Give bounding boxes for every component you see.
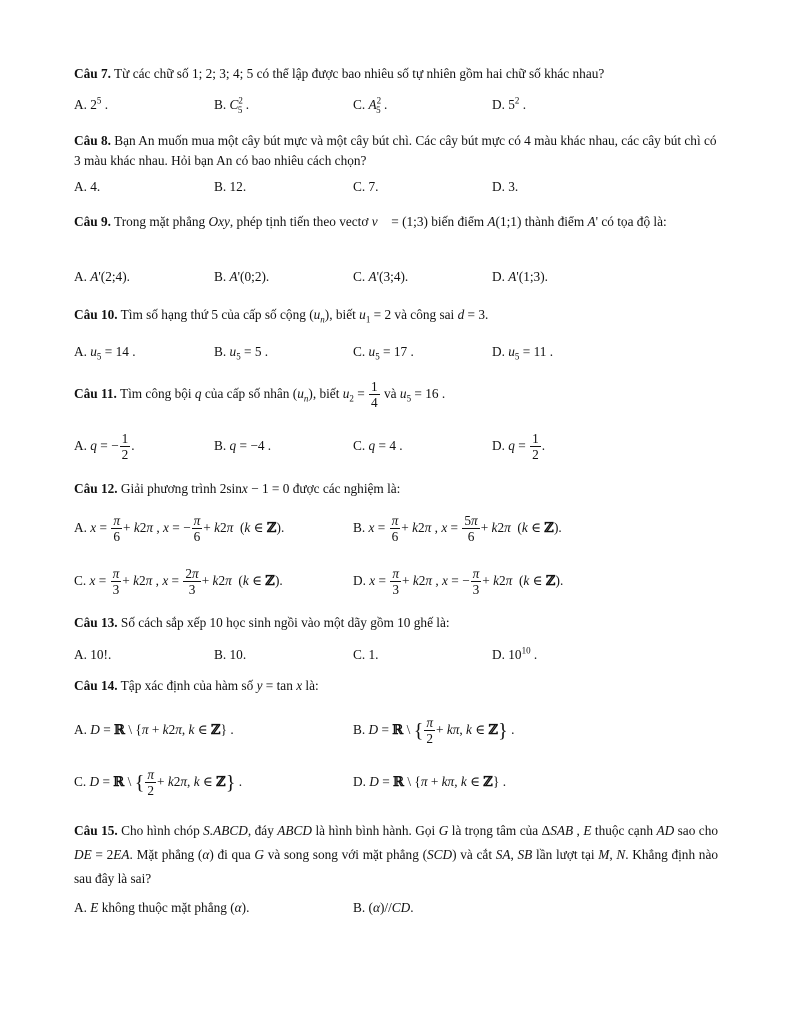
question-number: Câu 12.: [74, 481, 118, 496]
question-14: Câu 14. Tập xác định của hàm số y = tan x là:: [74, 678, 319, 693]
question-9: Câu 9. Trong mặt phẳng Oxy, phép tịnh tiến theo vectơ v⃗ = (1;3) biến điểm A(1;1) thành điểm A' có tọa độ là:: [74, 214, 667, 229]
option-b[interactable]: B. q = −4 .: [214, 438, 272, 453]
option-b[interactable]: B. x = $\frac{\pi}{6}$ + k2π , x = $\frac{5\pi}{6}$ + k2π (k ∈ ℤ).: [353, 513, 562, 545]
question-number: Câu 8.: [74, 133, 111, 148]
option-b[interactable]: B. 12.: [214, 179, 247, 194]
option-c[interactable]: C. q = 4 .: [353, 438, 403, 453]
option-c[interactable]: C. 7.: [353, 179, 379, 194]
option-a[interactable]: A. 10!.: [74, 647, 112, 662]
option-b[interactable]: B. $C^2_5$ .: [214, 95, 250, 115]
question-10: Câu 10. Tìm số hạng thứ 5 của cấp số cộng $(u_n)$, biết $u_1 = 2$ và công sai d = 3.: [74, 307, 489, 325]
question-text: Bạn An muốn mua một cây bút mực và một cây bút chì. Các cây bút mực có 4 màu khác nhau, các cây bút chì có 3 màu khác nhau. Hỏi bạn An có bao nhiêu cách chọn?: [74, 133, 717, 168]
question-number: Câu 15.: [74, 823, 118, 838]
question-number: Câu 14.: [74, 678, 118, 693]
question-15: Câu 15. Cho hình chóp S.ABCD, đáy ABCD là hình bình hành. Gọi G là trọng tâm của ΔSAB , E thuộc cạnh AD sao cho DE = 2EA. Mặt phẳng (α) đi qua G và song song với mặt phẳng (SCD) và cắt SA, SB lần lượt tại M, N. Khẳng định nào sau đây là sai?: [74, 823, 719, 886]
option-b[interactable]: B. D = ℝ \ { $\frac{\pi}{2}$ + kπ, k ∈ ℤ} .: [353, 715, 515, 747]
option-c[interactable]: C. $A^2_5$ .: [353, 95, 388, 115]
question-13: [74, 613, 718, 633]
option-a[interactable]: A. x = $\frac{\pi}{6}$ + k2π , x = − $\frac{\pi}{6}$ + k2π (k ∈ ℤ).: [74, 513, 285, 545]
option-d[interactable]: D. q = $\frac{1}{2}$ .: [492, 431, 546, 463]
option-b[interactable]: B. 10.: [214, 647, 247, 662]
question-number: Câu 10.: [74, 307, 118, 322]
option-d[interactable]: D. 3.: [492, 179, 519, 194]
option-d[interactable]: D. x = $\frac{\pi}{3}$ + k2π , x = − $\frac{\pi}{3}$ + k2π (k ∈ ℤ).: [353, 566, 564, 598]
question-number: Câu 11.: [74, 386, 117, 401]
option-a[interactable]: A. D = ℝ \ {π + k2π, k ∈ ℤ} .: [74, 722, 234, 738]
question-text: Từ các chữ số 1; 2; 3; 4; 5 có thể lập được bao nhiêu số tự nhiên gồm hai chữ số khác nhau?: [110, 66, 605, 81]
option-a[interactable]: A. $2^5$ .: [74, 95, 109, 112]
option-a[interactable]: A. E không thuộc mặt phẳng (α).: [74, 900, 250, 915]
option-b[interactable]: B. $u_5 = 5$ .: [214, 344, 269, 362]
question-number: Câu 13.: [74, 615, 118, 630]
option-c[interactable]: C. A'(3;4).: [353, 269, 409, 284]
option-a[interactable]: A. 4.: [74, 179, 101, 194]
option-c[interactable]: C. D = ℝ \ { $\frac{\pi}{2}$ + k2π, k ∈ ℤ} .: [74, 767, 243, 799]
question-number: Câu 7.: [74, 66, 111, 81]
option-d[interactable]: D. $10^{10}$ .: [492, 645, 538, 662]
option-c[interactable]: C. x = $\frac{\pi}{3}$ + k2π , x = $\frac{2\pi}{3}$ + k2π (k ∈ ℤ).: [74, 566, 283, 598]
option-b[interactable]: B. A'(0;2).: [214, 269, 270, 284]
question-text: Số cách sắp xếp 10 học sinh ngồi vào một dãy gồm 10 ghế là:: [117, 615, 450, 630]
option-c[interactable]: C. $u_5 = 17$ .: [353, 344, 414, 362]
question-7: [74, 64, 718, 84]
option-c[interactable]: C. 1.: [353, 647, 379, 662]
option-d[interactable]: D. A'(1;3).: [492, 269, 548, 284]
question-8: [74, 131, 718, 171]
option-d[interactable]: D. $5^2$ .: [492, 95, 527, 112]
question-number: Câu 9.: [74, 214, 111, 229]
option-d[interactable]: D. $u_5 = 11$ .: [492, 344, 554, 362]
option-b[interactable]: B. (α)//CD.: [353, 900, 414, 915]
option-a[interactable]: A. $u_5 = 14$ .: [74, 344, 136, 362]
option-d[interactable]: D. D = ℝ \ {π + kπ, k ∈ ℤ} .: [353, 774, 507, 790]
option-a[interactable]: A. q = − $\frac{1}{2}$ .: [74, 431, 135, 463]
question-11: Câu 11. Tìm công bội q của cấp số nhân $(u_n)$, biết $u_2$ = $\frac{1}{4}$ và $u_5 = 16$ .: [74, 379, 446, 411]
option-a[interactable]: A. A'(2;4).: [74, 269, 130, 284]
question-12: Câu 12. Giải phương trình 2sinx − 1 = 0 được các nghiệm là:: [74, 481, 401, 496]
